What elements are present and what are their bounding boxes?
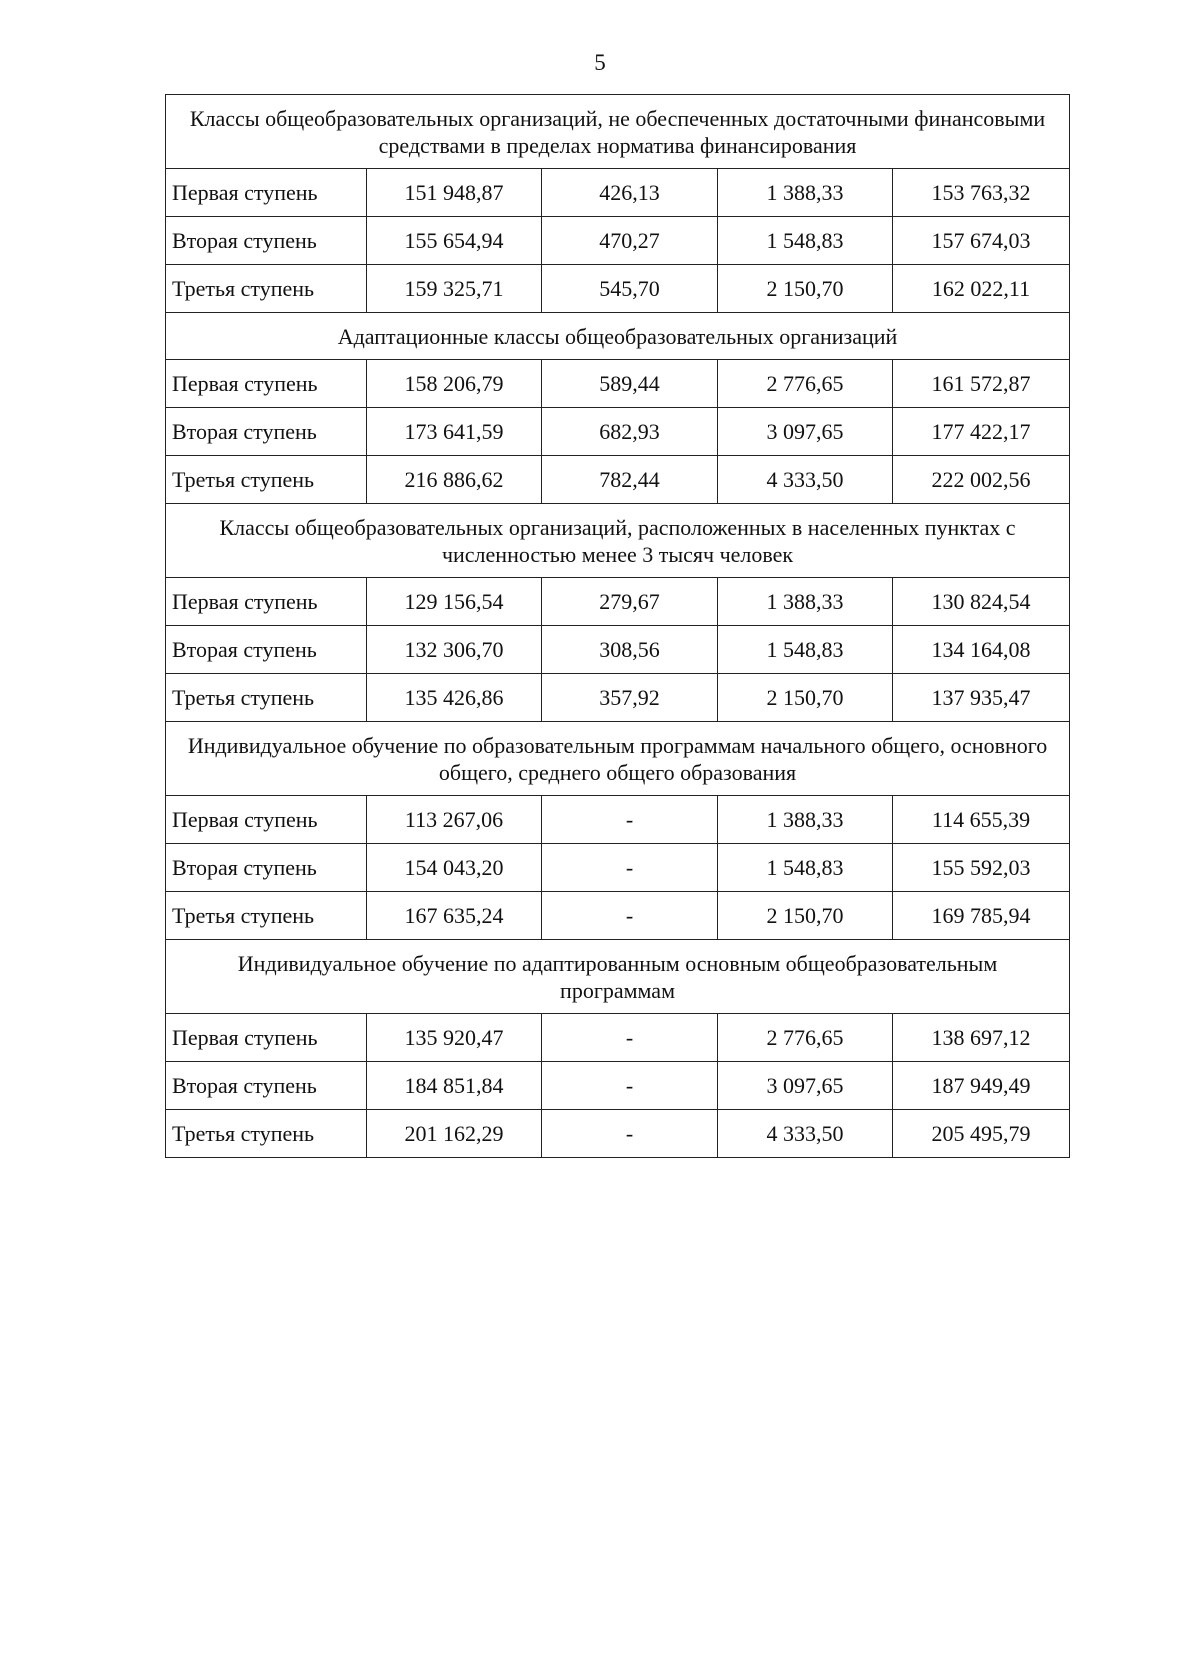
total-cost-cell: 205 495,79	[893, 1110, 1070, 1158]
total-cost-cell: 222 002,56	[893, 456, 1070, 504]
table-row	[166, 578, 1070, 626]
table-row	[166, 892, 1070, 940]
section-title: Индивидуальное обучение по адаптированным основным общеобразовательным программам	[166, 940, 1070, 1014]
base-cost-cell: 158 206,79	[367, 360, 542, 408]
additional-cost-cell: 1 548,83	[718, 626, 893, 674]
table-row	[166, 408, 1070, 456]
stage-cell: Первая ступень	[166, 796, 367, 844]
total-cost-cell: 134 164,08	[893, 626, 1070, 674]
base-cost-cell: 159 325,71	[367, 265, 542, 313]
extra-cost-cell: -	[542, 844, 718, 892]
table-row	[166, 674, 1070, 722]
table-row	[166, 456, 1070, 504]
table-row	[166, 626, 1070, 674]
total-cost-cell: 155 592,03	[893, 844, 1070, 892]
funding-table	[165, 94, 1070, 1158]
total-cost-cell: 187 949,49	[893, 1062, 1070, 1110]
additional-cost-cell: 1 388,33	[718, 796, 893, 844]
extra-cost-cell: -	[542, 892, 718, 940]
base-cost-cell: 155 654,94	[367, 217, 542, 265]
additional-cost-cell: 4 333,50	[718, 456, 893, 504]
table-row	[166, 796, 1070, 844]
base-cost-cell: 167 635,24	[367, 892, 542, 940]
extra-cost-cell: 682,93	[542, 408, 718, 456]
total-cost-cell: 157 674,03	[893, 217, 1070, 265]
stage-cell: Первая ступень	[166, 169, 367, 217]
extra-cost-cell: -	[542, 796, 718, 844]
base-cost-cell: 184 851,84	[367, 1062, 542, 1110]
table-row	[166, 169, 1070, 217]
table-row	[166, 360, 1070, 408]
extra-cost-cell: -	[542, 1062, 718, 1110]
stage-cell: Третья ступень	[166, 265, 367, 313]
table-row	[166, 1014, 1070, 1062]
additional-cost-cell: 2 776,65	[718, 1014, 893, 1062]
total-cost-cell: 169 785,94	[893, 892, 1070, 940]
table-row	[166, 265, 1070, 313]
additional-cost-cell: 1 388,33	[718, 578, 893, 626]
additional-cost-cell: 1 548,83	[718, 217, 893, 265]
extra-cost-cell: -	[542, 1110, 718, 1158]
table-row	[166, 1110, 1070, 1158]
total-cost-cell: 161 572,87	[893, 360, 1070, 408]
stage-cell: Первая ступень	[166, 578, 367, 626]
extra-cost-cell: 545,70	[542, 265, 718, 313]
extra-cost-cell: 308,56	[542, 626, 718, 674]
stage-cell: Первая ступень	[166, 1014, 367, 1062]
stage-cell: Третья ступень	[166, 456, 367, 504]
table-row	[166, 844, 1070, 892]
extra-cost-cell: 470,27	[542, 217, 718, 265]
page-number: 5	[594, 50, 606, 75]
base-cost-cell: 216 886,62	[367, 456, 542, 504]
base-cost-cell: 173 641,59	[367, 408, 542, 456]
funding-table-body	[166, 95, 1070, 1158]
extra-cost-cell: 589,44	[542, 360, 718, 408]
additional-cost-cell: 2 150,70	[718, 892, 893, 940]
stage-cell: Третья ступень	[166, 892, 367, 940]
extra-cost-cell: -	[542, 1014, 718, 1062]
stage-cell: Вторая ступень	[166, 844, 367, 892]
section-title: Классы общеобразовательных организаций, не обеспеченных достаточными финансовыми средствами в пределах норматива финансирования	[166, 95, 1070, 169]
base-cost-cell: 201 162,29	[367, 1110, 542, 1158]
additional-cost-cell: 3 097,65	[718, 1062, 893, 1110]
base-cost-cell: 135 920,47	[367, 1014, 542, 1062]
total-cost-cell: 177 422,17	[893, 408, 1070, 456]
base-cost-cell: 151 948,87	[367, 169, 542, 217]
total-cost-cell: 138 697,12	[893, 1014, 1070, 1062]
stage-cell: Третья ступень	[166, 1110, 367, 1158]
extra-cost-cell: 426,13	[542, 169, 718, 217]
base-cost-cell: 135 426,86	[367, 674, 542, 722]
extra-cost-cell: 782,44	[542, 456, 718, 504]
base-cost-cell: 132 306,70	[367, 626, 542, 674]
extra-cost-cell: 279,67	[542, 578, 718, 626]
stage-cell: Вторая ступень	[166, 1062, 367, 1110]
additional-cost-cell: 1 388,33	[718, 169, 893, 217]
stage-cell: Первая ступень	[166, 360, 367, 408]
total-cost-cell: 114 655,39	[893, 796, 1070, 844]
section-header-row	[166, 940, 1070, 1014]
additional-cost-cell: 2 776,65	[718, 360, 893, 408]
stage-cell: Вторая ступень	[166, 626, 367, 674]
section-header-row	[166, 504, 1070, 578]
stage-cell: Третья ступень	[166, 674, 367, 722]
additional-cost-cell: 2 150,70	[718, 674, 893, 722]
stage-cell: Вторая ступень	[166, 408, 367, 456]
base-cost-cell: 154 043,20	[367, 844, 542, 892]
base-cost-cell: 113 267,06	[367, 796, 542, 844]
section-title: Адаптационные классы общеобразовательных организаций	[166, 313, 1070, 360]
section-header-row	[166, 313, 1070, 360]
section-header-row	[166, 722, 1070, 796]
section-title: Индивидуальное обучение по образовательным программам начального общего, основного общего, среднего общего образования	[166, 722, 1070, 796]
total-cost-cell: 137 935,47	[893, 674, 1070, 722]
section-header-row	[166, 95, 1070, 169]
total-cost-cell: 130 824,54	[893, 578, 1070, 626]
additional-cost-cell: 3 097,65	[718, 408, 893, 456]
section-title: Классы общеобразовательных организаций, расположенных в населенных пунктах с численностью менее 3 тысяч человек	[166, 504, 1070, 578]
table-row	[166, 217, 1070, 265]
additional-cost-cell: 4 333,50	[718, 1110, 893, 1158]
additional-cost-cell: 1 548,83	[718, 844, 893, 892]
total-cost-cell: 162 022,11	[893, 265, 1070, 313]
base-cost-cell: 129 156,54	[367, 578, 542, 626]
extra-cost-cell: 357,92	[542, 674, 718, 722]
additional-cost-cell: 2 150,70	[718, 265, 893, 313]
stage-cell: Вторая ступень	[166, 217, 367, 265]
table-row	[166, 1062, 1070, 1110]
total-cost-cell: 153 763,32	[893, 169, 1070, 217]
